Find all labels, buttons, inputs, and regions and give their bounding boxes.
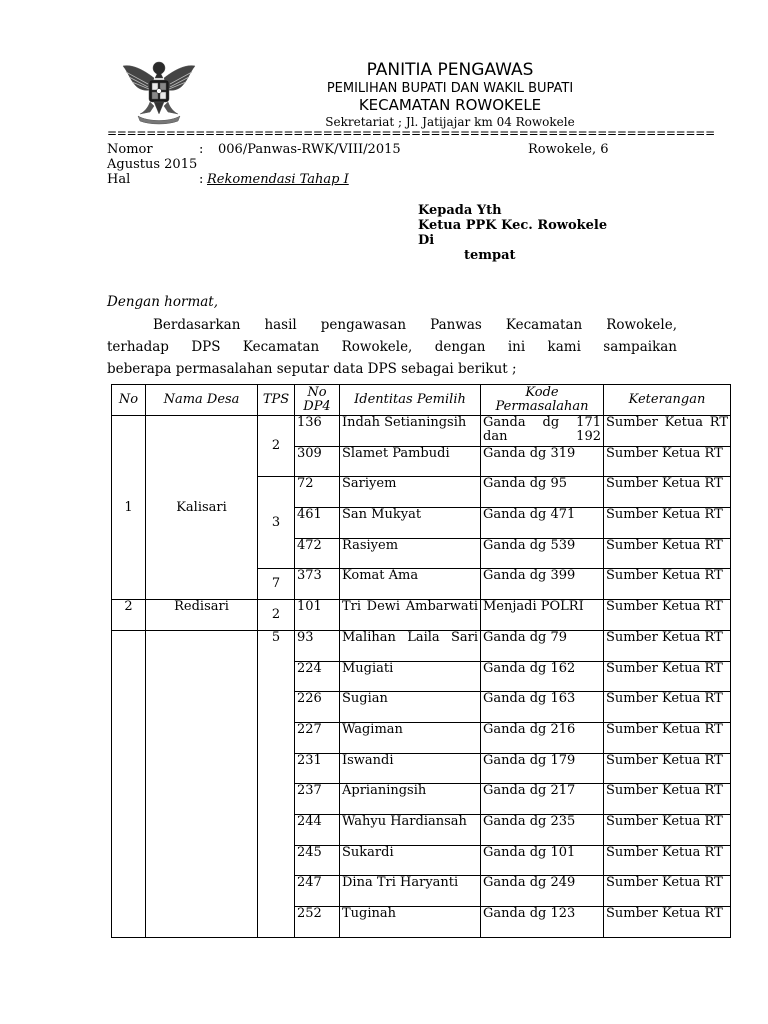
cell-ket: Sumber Ketua RT <box>604 753 731 784</box>
cell-kode: Ganda dg 95 <box>481 477 604 508</box>
district-name: KECAMATAN ROWOKELE <box>358 96 542 114</box>
header-no: No <box>112 385 146 416</box>
cell-nama: Sugian <box>340 692 481 723</box>
cell-dp4: 472 <box>295 538 340 569</box>
header-no-dp4: No DP4 <box>295 385 340 416</box>
cell-kode: Ganda dg 162 <box>481 661 604 692</box>
header-nama-desa: Nama Desa <box>146 385 258 416</box>
recipient-line-4: tempat <box>464 248 516 263</box>
cell-nama: Komat Ama <box>340 569 481 600</box>
cell-desa: Kalisari <box>146 416 258 600</box>
cell-dp4: 244 <box>295 814 340 845</box>
cell-kode: Ganda dg 235 <box>481 814 604 845</box>
header-separator: ============================================================== <box>107 126 715 140</box>
cell-ket: Sumber Ketua RT <box>604 508 731 539</box>
table-header-row <box>112 385 731 416</box>
cell-kode: Ganda dg 399 <box>481 569 604 600</box>
cell-dp4: 237 <box>295 784 340 815</box>
header-identitas-pemilih: Identitas Pemilih <box>340 385 481 416</box>
cell-nama: Wahyu Hardiansah <box>340 814 481 845</box>
cell-nama: Dina Tri Haryanti <box>340 876 481 907</box>
cell-nama: Wagiman <box>340 722 481 753</box>
cell-no: 2 <box>112 600 146 631</box>
garuda-emblem-icon <box>120 58 198 128</box>
cell-ket: Sumber Ketua RT <box>604 569 731 600</box>
cell-nama: Sariyem <box>340 477 481 508</box>
cell-tps: 7 <box>258 569 295 600</box>
body-line-3: beberapa permasalahan seputar data DPS sebagai berikut ; <box>107 361 517 377</box>
cell-tps: 3 <box>258 477 295 569</box>
cell-ket: Sumber Ketua RT <box>604 630 731 661</box>
recipient-line-2: Ketua PPK Kec. Rowokele <box>418 218 608 233</box>
cell-kode: Ganda dg 249 <box>481 876 604 907</box>
cell-kode: Ganda dg 171 dan 192 <box>481 416 604 447</box>
header-kode-permasalahan: Kode Permasalahan <box>481 385 604 416</box>
cell-dp4: 373 <box>295 569 340 600</box>
election-subtitle: PEMILIHAN BUPATI DAN WAKIL BUPATI <box>326 81 574 96</box>
cell-desa-empty <box>146 630 258 937</box>
cell-dp4: 227 <box>295 722 340 753</box>
table-row <box>112 630 731 661</box>
cell-no: 1 <box>112 416 146 600</box>
cell-nama: San Mukyat <box>340 508 481 539</box>
cell-nama: Indah Setianingsih <box>340 416 481 447</box>
body-line-2: terhadap DPS Kecamatan Rowokele, dengan ini kami sampaikan <box>107 339 677 355</box>
header-tps: TPS <box>258 385 295 416</box>
greeting: Dengan hormat, <box>107 294 219 310</box>
table-row <box>112 600 731 631</box>
cell-tps: 2 <box>258 600 295 631</box>
cell-nama: Mugiati <box>340 661 481 692</box>
date-continuation: Agustus 2015 <box>107 157 198 172</box>
cell-ket: Sumber Ketua RT <box>604 600 731 631</box>
secretariat-address: Sekretariat ; Jl. Jatijajar km 04 Rowokele <box>325 115 575 129</box>
cell-kode: Ganda dg 471 <box>481 508 604 539</box>
cell-dp4: 247 <box>295 876 340 907</box>
cell-ket: Sumber Ketua RT <box>604 692 731 723</box>
cell-kode: Ganda dg 217 <box>481 784 604 815</box>
cell-kode: Ganda dg 123 <box>481 907 604 938</box>
cell-nama: Sukardi <box>340 845 481 876</box>
cell-ket: Sumber Ketua RT <box>604 661 731 692</box>
cell-dp4: 101 <box>295 600 340 631</box>
cell-kode: Ganda dg 163 <box>481 692 604 723</box>
cell-ket: Sumber Ketua RT <box>604 722 731 753</box>
nomor-colon: : <box>199 142 204 157</box>
cell-no-empty <box>112 630 146 937</box>
nomor-value: 006/Panwas-RWK/VIII/2015 <box>218 142 401 157</box>
cell-nama: Tri Dewi Ambarwati <box>340 600 481 631</box>
cell-nama: Aprianingsih <box>340 784 481 815</box>
cell-dp4: 252 <box>295 907 340 938</box>
cell-tps: 2 <box>258 416 295 477</box>
cell-ket: Sumber Ketua RT <box>604 814 731 845</box>
cell-kode: Ganda dg 539 <box>481 538 604 569</box>
cell-ket: Sumber Ketua RT <box>604 845 731 876</box>
cell-dp4: 245 <box>295 845 340 876</box>
cell-ket: Sumber Ketua RT <box>604 538 731 569</box>
cell-nama: Rasiyem <box>340 538 481 569</box>
table-row <box>112 416 731 447</box>
cell-dp4: 136 <box>295 416 340 447</box>
cell-tps: 5 <box>258 630 295 937</box>
cell-dp4: 309 <box>295 446 340 477</box>
hal-colon: : <box>199 172 204 187</box>
body-line-1: Berdasarkan hasil pengawasan Panwas Kecamatan Rowokele, <box>153 317 677 333</box>
cell-kode: Menjadi POLRI <box>481 600 604 631</box>
cell-dp4: 231 <box>295 753 340 784</box>
cell-kode: Ganda dg 216 <box>481 722 604 753</box>
hal-value: Rekomendasi Tahap I <box>207 172 349 187</box>
recipient-line-1: Kepada Yth <box>418 203 502 218</box>
place-date: Rowokele, 6 <box>528 142 609 157</box>
cell-kode: Ganda dg 79 <box>481 630 604 661</box>
cell-ket: Sumber Ketua RT <box>604 876 731 907</box>
cell-dp4: 226 <box>295 692 340 723</box>
hal-label: Hal <box>107 172 131 187</box>
cell-ket: Sumber Ketua RT <box>604 416 731 447</box>
cell-nama: Slamet Pambudi <box>340 446 481 477</box>
cell-dp4: 224 <box>295 661 340 692</box>
cell-ket: Sumber Ketua RT <box>604 446 731 477</box>
cell-desa: Redisari <box>146 600 258 631</box>
cell-dp4: 72 <box>295 477 340 508</box>
nomor-label: Nomor <box>107 142 153 157</box>
cell-ket: Sumber Ketua RT <box>604 907 731 938</box>
header-keterangan: Keterangan <box>604 385 731 416</box>
cell-kode: Ganda dg 319 <box>481 446 604 477</box>
cell-kode: Ganda dg 179 <box>481 753 604 784</box>
cell-dp4: 93 <box>295 630 340 661</box>
cell-kode: Ganda dg 101 <box>481 845 604 876</box>
cell-nama: Malihan Laila Sari <box>340 630 481 661</box>
cell-nama: Tuginah <box>340 907 481 938</box>
recipient-line-3: Di <box>418 233 435 248</box>
cell-ket: Sumber Ketua RT <box>604 784 731 815</box>
cell-nama: Iswandi <box>340 753 481 784</box>
dps-problem-table <box>111 384 731 938</box>
cell-ket: Sumber Ketua RT <box>604 477 731 508</box>
committee-title: PANITIA PENGAWAS <box>366 60 534 80</box>
cell-dp4: 461 <box>295 508 340 539</box>
